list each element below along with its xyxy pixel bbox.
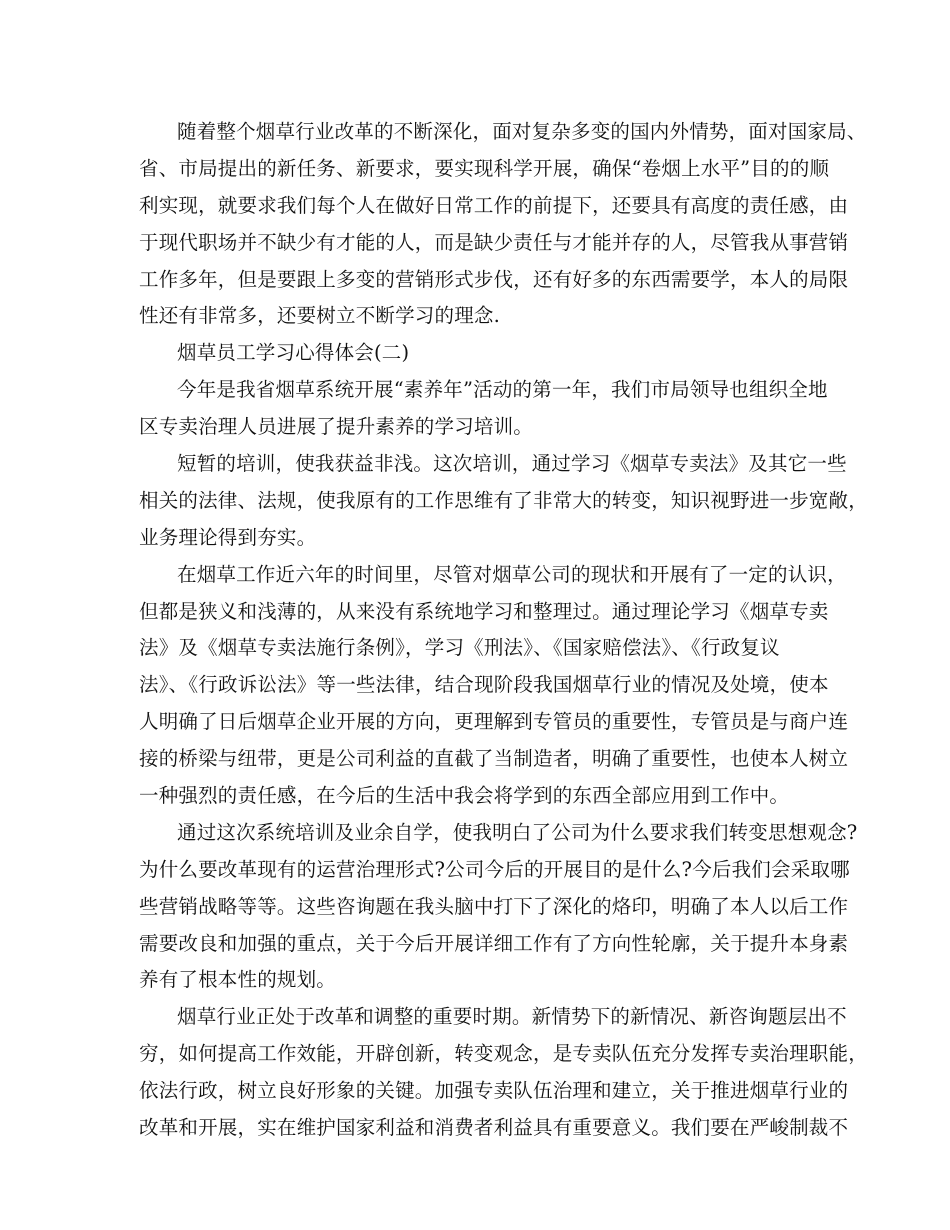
- paragraph-line: 但都是狭义和浅薄的，从来没有系统地学习和整理过。通过理论学习《烟草专卖: [139, 599, 829, 623]
- paragraph-line: 利实现，就要求我们每个人在做好日常工作的前提下，还要具有高度的责任感，由: [139, 193, 849, 217]
- document-body: [139, 114, 868, 1147]
- paragraph-line: 短暂的培训，使我获益非浅。这次培训，通过学习《烟草专卖法》及其它一些: [177, 452, 847, 476]
- paragraph-line: 通过这次系统培训及业余自学，使我明白了公司为什么要求我们转变思想观念?: [177, 820, 858, 844]
- paragraph-line: 性还有非常多，还要树立不断学习的理念.: [139, 304, 500, 328]
- paragraph-line: 区专卖治理人员进展了提升素养的学习培训。: [139, 415, 534, 439]
- paragraph-line: 法》及《烟草专卖法施行条例》，学习《刑法》、《国家赔偿法》、《行政复议: [139, 636, 780, 660]
- paragraph-line: 穷，如何提高工作效能，开辟创新，转变观念，是专卖队伍充分发挥专卖治理职能，: [139, 1042, 868, 1066]
- paragraph-line: 接的桥梁与纽带，更是公司利益的直截了当制造者，明确了重要性，也使本人树立: [139, 747, 849, 771]
- paragraph-line: 些营销战略等等。这些咨询题在我头脑中打下了深化的烙印，明确了本人以后工作: [139, 894, 849, 918]
- section-heading: 烟草员工学习心得体会(二): [177, 341, 410, 365]
- paragraph-line: 为什么要改革现有的运营治理形式?公司今后的开展目的是什么?今后我们会采取哪: [139, 857, 850, 881]
- paragraph-line: 工作多年，但是要跟上多变的营销形式步伐，还有好多的东西需要学，本人的局限: [139, 267, 849, 291]
- paragraph-line: 改革和开展，实在维护国家利益和消费者利益具有重要意义。我们要在严峻制裁不: [139, 1116, 849, 1140]
- paragraph-line: 法》、《行政诉讼法》等一些法律，结合现阶段我国烟草行业的情况及处境，使本: [139, 673, 829, 697]
- paragraph-line: 烟草行业正处于改革和调整的重要时期。新情势下的新情况、新咨询题层出不: [177, 1005, 847, 1029]
- paragraph-line: 相关的法律、法规，使我原有的工作思维有了非常大的转变，知识视野进一步宽敞，: [139, 488, 868, 512]
- paragraph-line: 需要改良和加强的重点，关于今后开展详细工作有了方向性轮廓，关于提升本身素: [139, 931, 849, 955]
- paragraph-line: 随着整个烟草行业改革的不断深化，面对复杂多变的国内外情势，面对国家局、: [177, 120, 867, 143]
- paragraph-line: 于现代职场并不缺少有才能的人，而是缺少责任与才能并存的人，尽管我从事营销: [139, 230, 849, 254]
- paragraph-line: 今年是我省烟草系统开展“素养年”活动的第一年，我们市局领导也组织全地: [177, 378, 828, 402]
- paragraph-line: 省、市局提出的新任务、新要求，要实现科学开展，确保“卷烟上水平”目的的顺: [139, 156, 830, 180]
- paragraph-line: 在烟草工作近六年的时间里，尽管对烟草公司的现状和开展有了一定的认识，: [177, 562, 847, 586]
- paragraph-line: 养有了根本性的规划。: [139, 968, 337, 992]
- paragraph-line: 一种强烈的责任感，在今后的生活中我会将学到的东西全部应用到工作中。: [139, 784, 790, 808]
- paragraph-line: 人明确了日后烟草企业开展的方向，更理解到专管员的重要性，专管员是与商户连: [139, 710, 849, 734]
- paragraph-line: 依法行政，树立良好形象的关键。加强专卖队伍治理和建立，关于推进烟草行业的: [139, 1079, 849, 1103]
- paragraph-line: 业务理论得到夯实。: [139, 525, 317, 549]
